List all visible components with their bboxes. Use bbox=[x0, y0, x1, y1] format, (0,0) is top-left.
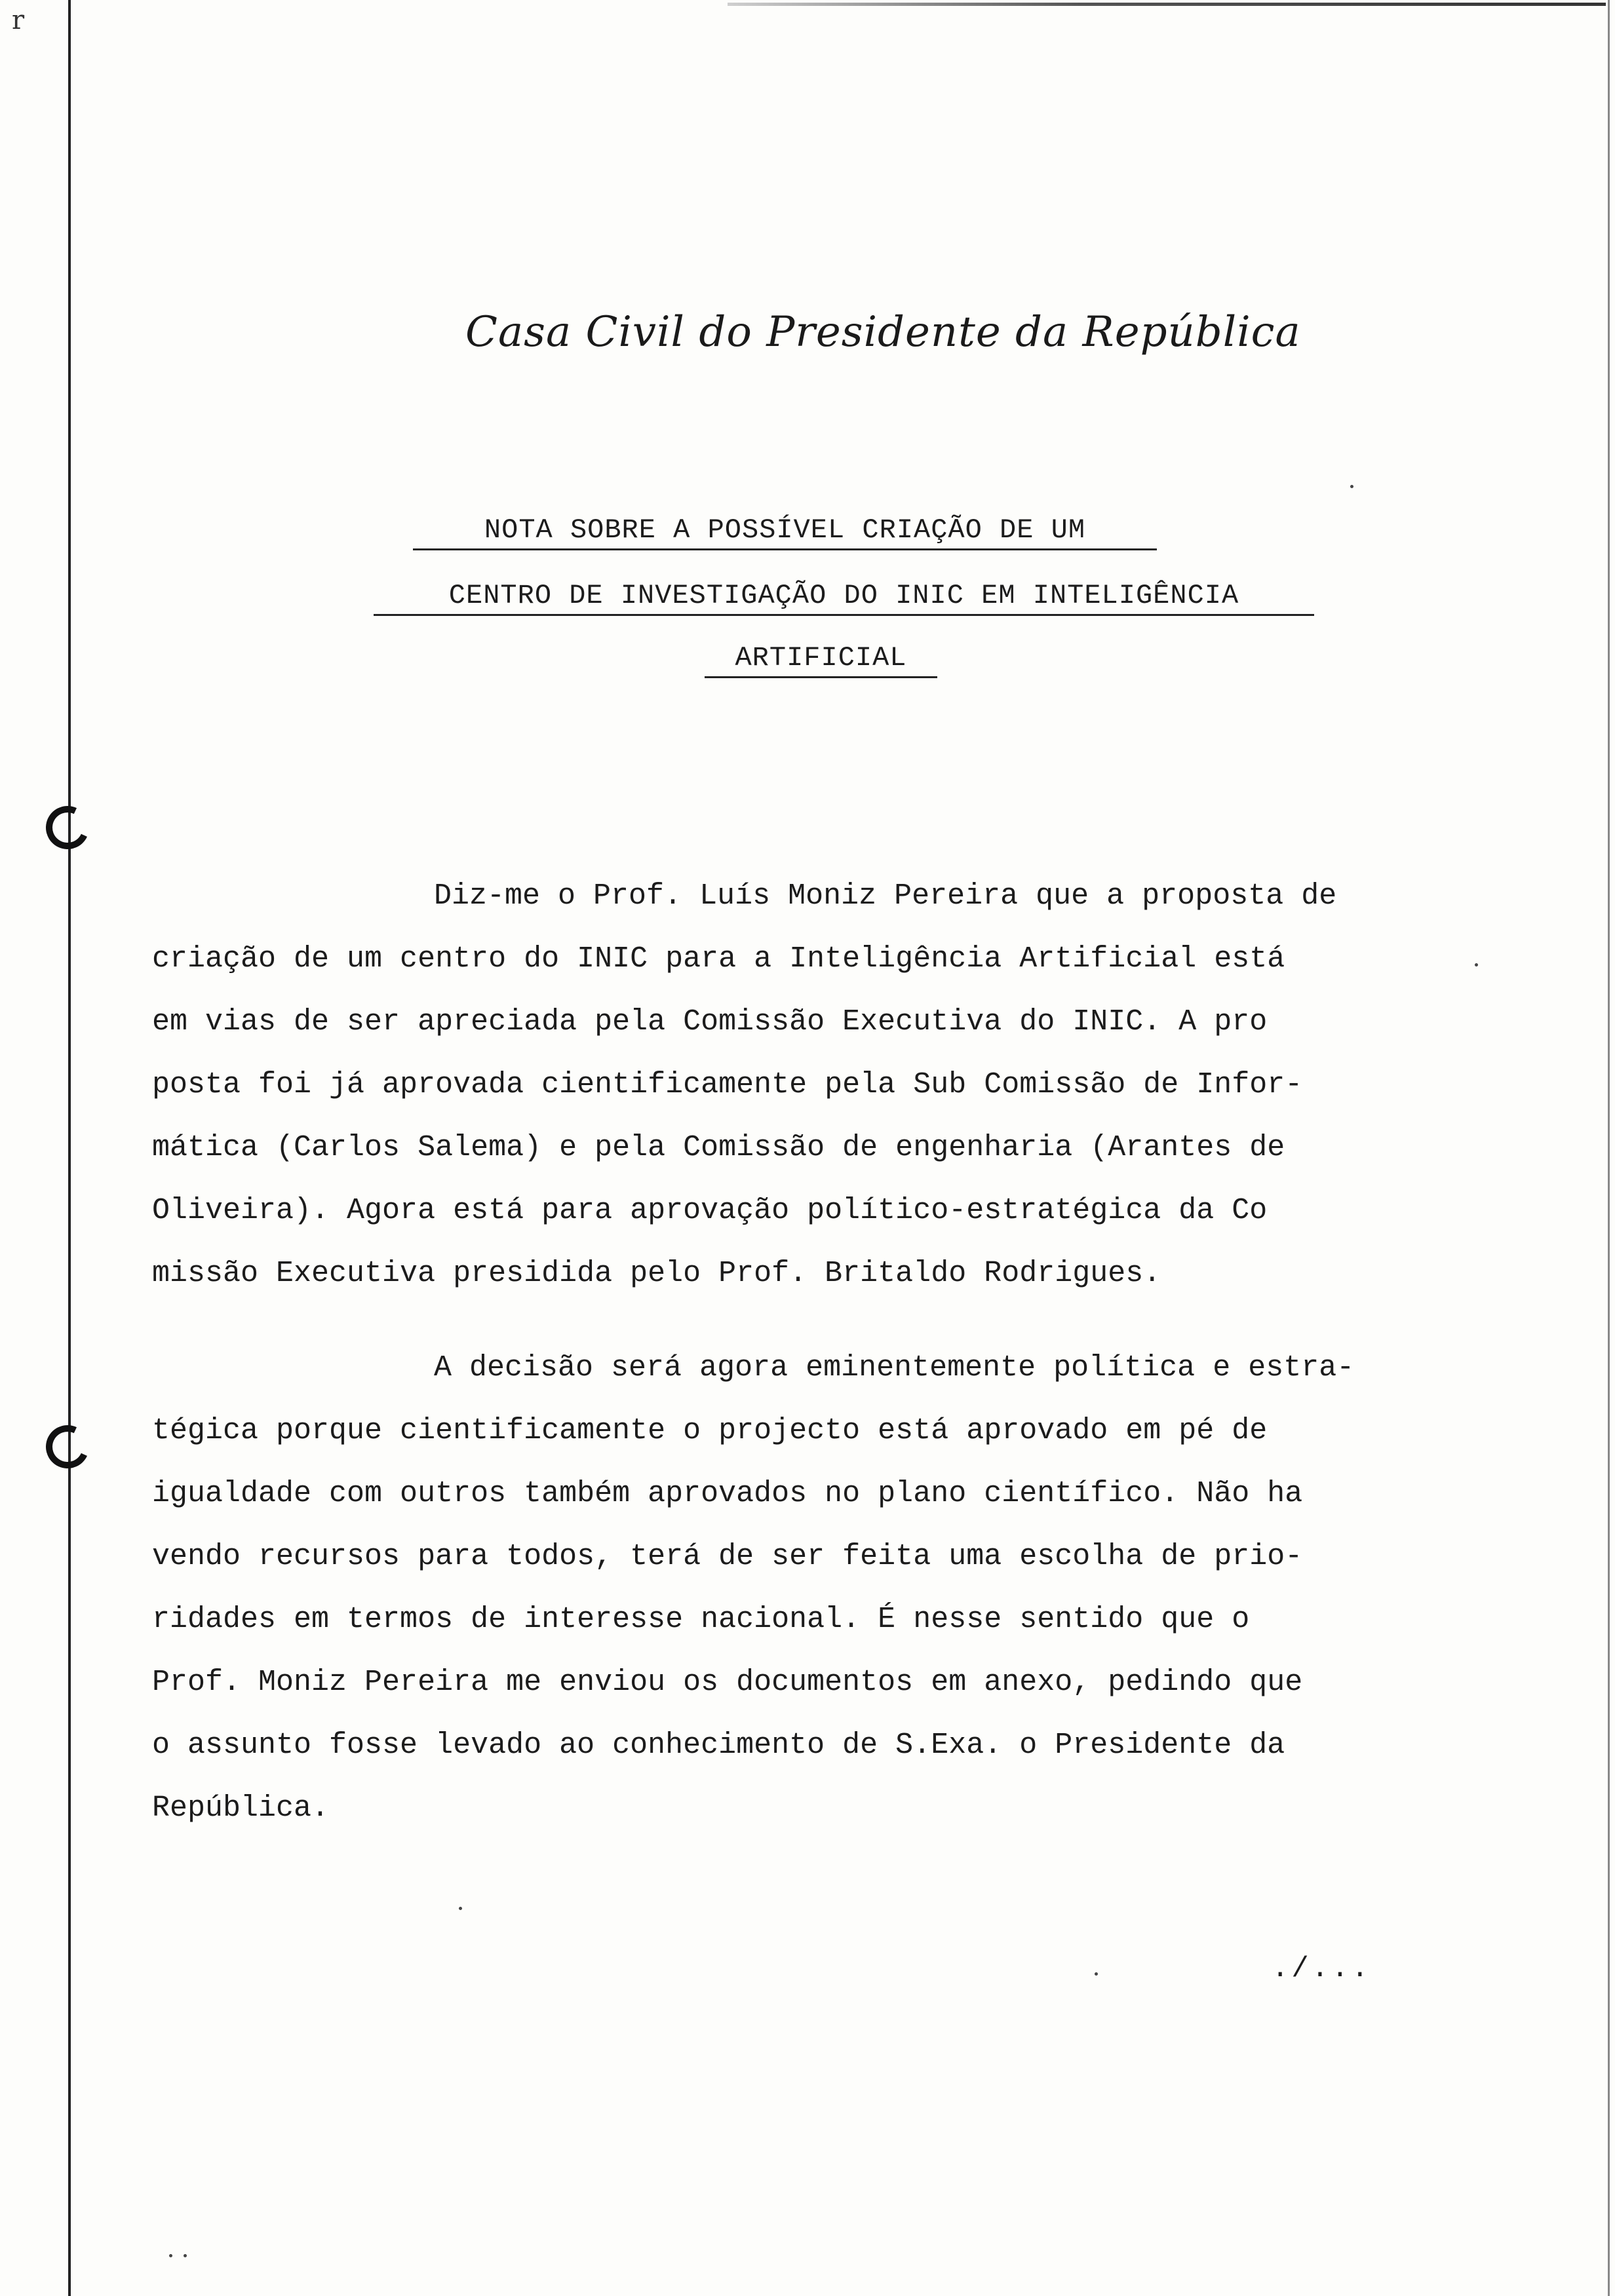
paragraph-line: A decisão será agora eminentemente política e estra- bbox=[434, 1351, 1355, 1385]
paragraph-line: missão Executiva presidida pelo Prof. Britaldo Rodrigues. bbox=[152, 1257, 1161, 1290]
punch-hole-icon bbox=[40, 1419, 96, 1475]
paragraph-line: Prof. Moniz Pereira me enviou os documentos em anexo, pedindo que bbox=[152, 1666, 1303, 1699]
paragraph-line: igualdade com outros também aprovados no plano científico. Não ha bbox=[152, 1477, 1303, 1510]
scan-top-edge bbox=[728, 3, 1606, 6]
scan-speck bbox=[1095, 1972, 1098, 1976]
scan-right-edge bbox=[1608, 0, 1610, 2296]
scan-speck bbox=[1350, 485, 1353, 488]
scan-left-edge bbox=[68, 0, 71, 2296]
paragraph-line: mática (Carlos Salema) e pela Comissão de engenharia (Arantes de bbox=[152, 1131, 1285, 1164]
paragraph-2 bbox=[152, 1337, 1456, 1840]
title-line-3: ARTIFICIAL bbox=[705, 642, 937, 678]
paragraph-line: Oliveira). Agora está para aprovação político-estratégica da Co bbox=[152, 1194, 1268, 1227]
paragraph-line: em vias de ser apreciada pela Comissão Executiva do INIC. A pro bbox=[152, 1005, 1268, 1039]
scan-speck bbox=[1475, 963, 1478, 966]
paragraph-line: ridades em termos de interesse nacional. É nesse sentido que o bbox=[152, 1603, 1250, 1636]
scan-speck bbox=[459, 1907, 462, 1910]
punch-hole-icon bbox=[40, 800, 96, 856]
title-line-1: NOTA SOBRE A POSSÍVEL CRIAÇÃO DE UM bbox=[413, 514, 1157, 550]
scan-speck bbox=[184, 2254, 187, 2257]
letterhead: Casa Civil do Presidente da República bbox=[465, 308, 1301, 356]
paragraph-line: criação de um centro do INIC para a Inteligência Artificial está bbox=[152, 942, 1285, 976]
paragraph-line: Diz-me o Prof. Luís Moniz Pereira que a proposta de bbox=[434, 879, 1337, 913]
paragraph-line: tégica porque cientificamente o projecto está aprovado em pé de bbox=[152, 1414, 1268, 1447]
paragraph-line: posta foi já aprovada cientificamente pela Sub Comissão de Infor- bbox=[152, 1068, 1303, 1101]
paragraph-1 bbox=[152, 865, 1456, 1305]
paragraph-line: República. bbox=[152, 1791, 330, 1825]
title-line-2: CENTRO DE INVESTIGAÇÃO DO INIC EM INTELIGÊNCIA bbox=[374, 580, 1314, 616]
scan-speck bbox=[169, 2254, 172, 2257]
paragraph-line: o assunto fosse levado ao conhecimento de S.Exa. o Presidente da bbox=[152, 1729, 1285, 1762]
corner-mark: r bbox=[12, 5, 25, 35]
paragraph-line: vendo recursos para todos, terá de ser feita uma escolha de prio- bbox=[152, 1540, 1303, 1573]
continuation-mark: ./... bbox=[1272, 1953, 1372, 1985]
